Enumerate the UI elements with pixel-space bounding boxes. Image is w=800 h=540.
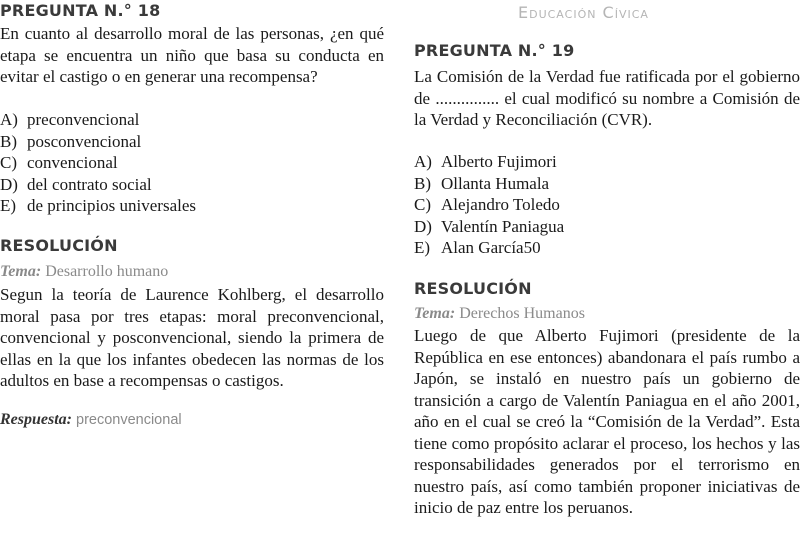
option-e: E) Alan García50 bbox=[414, 238, 541, 257]
option-e: E) de principios universales bbox=[0, 196, 197, 215]
option-b: B) Ollanta Humala bbox=[414, 173, 550, 193]
tema-18: Tema: Desarrollo humano bbox=[0, 263, 169, 280]
question-19-options bbox=[414, 151, 800, 259]
explanation-18: Segun la teoría de Laurence Kohlberg, el desarrollo moral pasa por tres etapas: moral preconvencional, convencional y posconvencional, siendo la primera de ellas en la que los infantes obedecen las normas de los adultos en base a recompensas o castigos. bbox=[0, 285, 384, 390]
resolution-18-heading: RESOLUCIÓN bbox=[0, 236, 118, 255]
tema-19: Tema: Derechos Humanos bbox=[414, 305, 585, 322]
option-b: B) posconvencional bbox=[0, 131, 142, 151]
question-18-text: En cuanto al desarrollo moral de las personas, ¿en qué etapa se encuentra un niño que basa su conducta en evitar el castigo o en generar una recompensa? bbox=[0, 24, 384, 86]
option-a: A) Alberto Fujimori bbox=[414, 152, 557, 171]
option-d: D) Valentín Paniagua bbox=[414, 216, 565, 236]
answer-18: Respuesta: preconvencional bbox=[0, 411, 182, 428]
section-title: Educación Cívica bbox=[518, 3, 649, 22]
option-a: A) preconvencional bbox=[0, 110, 140, 129]
question-19-text: La Comisión de la Verdad fue ratificada por el gobierno de ............... el cual modificó su nombre a Comisión de la Verdad y Reconciliación (CVR). bbox=[414, 67, 800, 129]
explanation-19: Luego de que Alberto Fujimori (presidente de la República en ese entonces) abandonara el país rumbo a Japón, se instaló en nuestro país un gobierno de transición a cargo de Valentín Paniagua en el año 2001, año en el cual se creó la “Comisión de la Verdad”. Esta tiene como propósito aclarar el proceso, los hechos y las responsabilidades generados por el terrorismo en nuestro país, así como también proponer iniciativas de inicio de paz entre los peruanos. bbox=[414, 326, 800, 517]
question-18-heading: PREGUNTA N.° 18 bbox=[0, 1, 161, 20]
question-18-options bbox=[0, 109, 384, 217]
option-c: C) Alejandro Toledo bbox=[414, 195, 560, 214]
option-c: C) convencional bbox=[0, 153, 118, 172]
resolution-19-heading: RESOLUCIÓN bbox=[414, 279, 532, 298]
option-d: D) del contrato social bbox=[0, 174, 152, 194]
question-19-heading: PREGUNTA N.° 19 bbox=[414, 41, 575, 60]
